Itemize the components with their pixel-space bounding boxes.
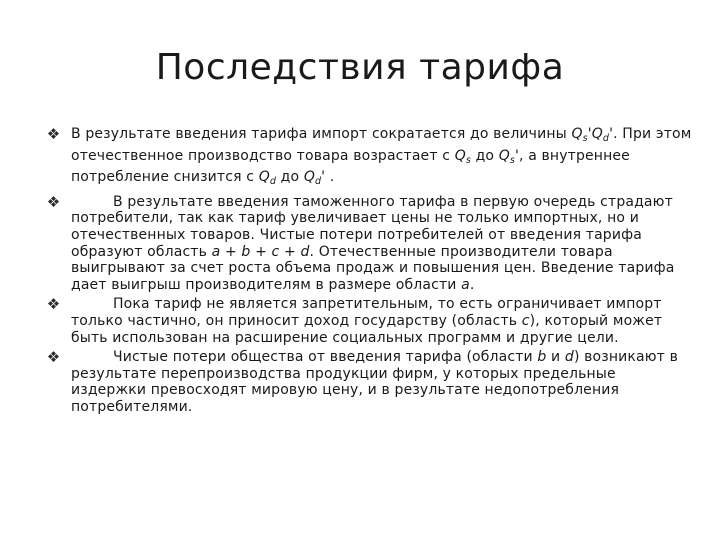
text-run: Пока тариф не является запретительным, то есть ограничивает импорт только частично, он приносит доход государству (область: [71, 296, 662, 329]
text-run: и: [546, 349, 565, 366]
bullet-item: [44, 349, 694, 415]
math-variable: с: [521, 312, 530, 329]
math-variable: Q: [258, 169, 270, 186]
subscript: s: [509, 154, 515, 166]
subscript: d: [314, 176, 322, 188]
subscript: d: [269, 176, 277, 188]
text-run: .: [469, 276, 475, 293]
diamond-bullet-icon: ❖: [46, 125, 61, 143]
math-variable: Q: [498, 147, 510, 164]
text-run: Чистые потери общества от введения тарифа (области: [113, 349, 538, 366]
bullet-text: [71, 349, 678, 415]
diamond-bullet-icon: ❖: [46, 348, 61, 367]
subscript: s: [465, 154, 471, 166]
text-run: до: [470, 147, 499, 164]
text-run: В результате введения тарифа импорт сократается до величины: [71, 126, 572, 142]
math-variable: d: [564, 349, 574, 366]
diamond-bullet-icon: ❖: [46, 192, 61, 211]
math-variable: Q: [571, 126, 583, 142]
text-run: В результате введения таможенного тарифа в первую очередь страдают потребители, так как тариф увеличивает цены не только импортных, но и отечественных товаров. Чистые потери потребителей от введения тарифа образуют область: [71, 193, 673, 260]
slide-title: Последствия тарифа: [155, 47, 565, 88]
bullet-text: [71, 296, 662, 345]
math-variable: a: [461, 276, 470, 293]
bullet-item: [44, 194, 694, 294]
text-run: ' .: [321, 169, 335, 186]
bullet-item: [44, 296, 694, 346]
math-variable: Q: [303, 169, 315, 186]
subscript: s: [582, 133, 588, 144]
text-run: '. При этом отечественное производство товара возрастает с: [71, 126, 692, 164]
math-variable: а + b + с + d: [211, 243, 310, 260]
bullet-text: [71, 194, 674, 293]
bullet-list: [44, 126, 694, 416]
math-variable: Q: [454, 147, 466, 164]
math-variable: 'Q: [587, 126, 603, 142]
text-run: до: [276, 169, 304, 186]
text-run: ) возникают в результате перепроизводства продукции фирм, у которых предельные издержки превосходят мировую цену, и в результате недопотребления потребителями.: [71, 349, 678, 415]
text-run: . Отечественные производители товара выигрывают за счет роста объема продаж и повышения цен. Введение тарифа дает выигрыш производителям в размере области: [71, 243, 675, 293]
bullet-text: [71, 126, 692, 188]
diamond-bullet-icon: ❖: [46, 295, 61, 314]
text-run: ), который может быть использован на расширение социальных программ и другие цели.: [71, 312, 663, 346]
text-run: ', а внутреннее потребление снизится с: [71, 147, 630, 186]
bullet-item: [44, 126, 694, 191]
math-variable: b: [537, 349, 547, 366]
subscript: d: [602, 133, 610, 144]
